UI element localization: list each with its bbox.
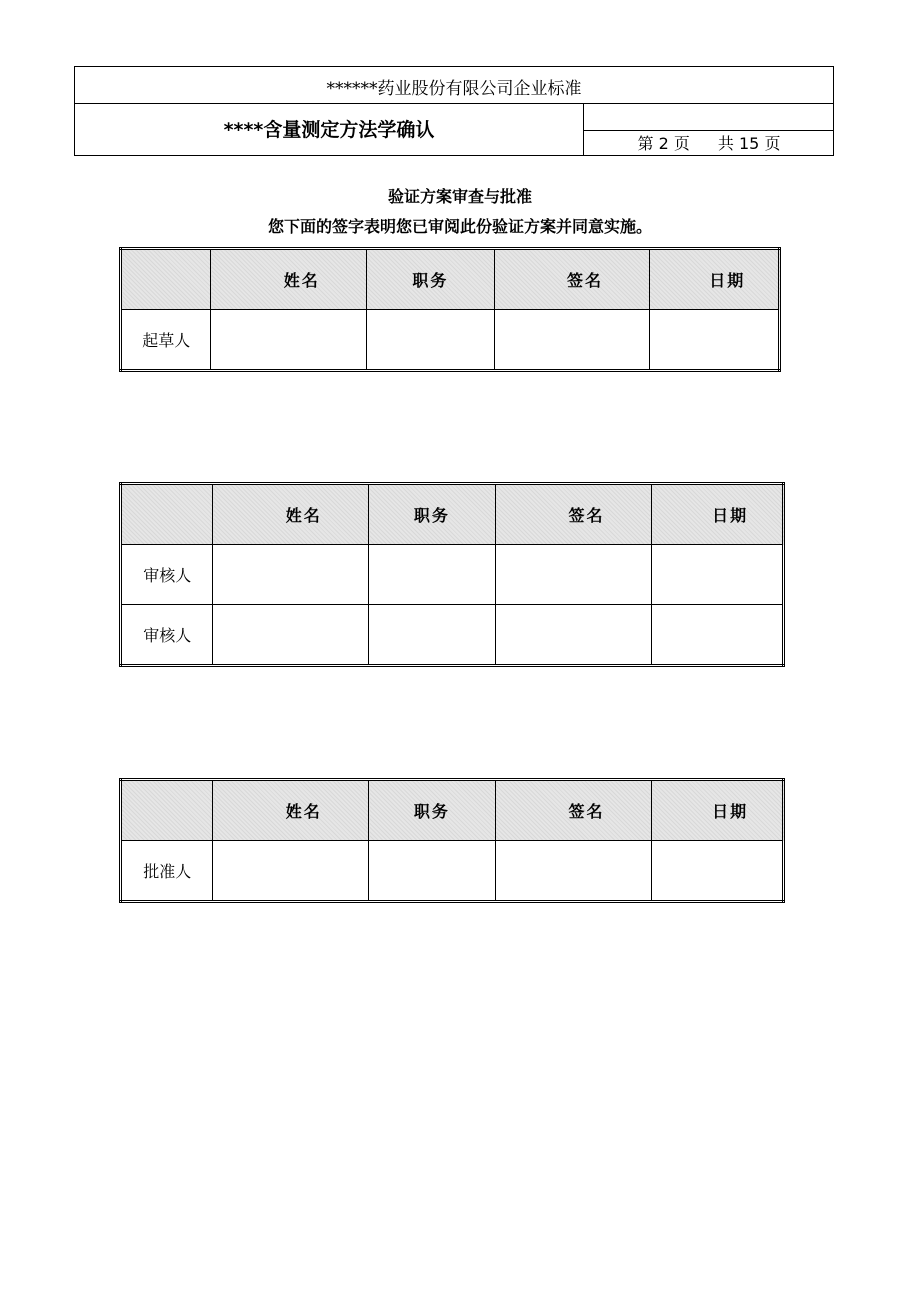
reviewer-table [119, 482, 785, 667]
drafter-table [119, 247, 781, 372]
row-label-drafter: 起草人 [121, 310, 211, 371]
column-date: 日期 [652, 780, 784, 841]
signature-cell[interactable] [494, 310, 650, 371]
table-header-row [121, 484, 784, 545]
column-position: 职务 [369, 484, 496, 545]
company-name: ******药业股份有限公司企业标准 [75, 67, 833, 104]
column-name: 姓名 [211, 249, 367, 310]
column-date: 日期 [650, 249, 780, 310]
column-signature: 签名 [495, 780, 652, 841]
name-cell[interactable] [211, 310, 367, 371]
position-cell[interactable] [369, 545, 496, 605]
page-info [584, 131, 834, 156]
header-blank-cell [584, 104, 834, 131]
header-blank [121, 780, 213, 841]
section-heading: 验证方案审查与批准 [387, 187, 532, 206]
document-title: ****含量测定方法学确认 [75, 104, 584, 156]
row-label-reviewer: 审核人 [121, 605, 213, 666]
column-date: 日期 [652, 484, 784, 545]
position-cell[interactable] [369, 841, 496, 902]
row-label-approver: 批准人 [121, 841, 213, 902]
section-statement: 您下面的签字表明您已审阅此份验证方案并同意实施。 [267, 217, 652, 236]
signature-cell[interactable] [495, 545, 652, 605]
position-cell[interactable] [369, 605, 496, 666]
table-row [121, 605, 784, 666]
date-cell[interactable] [652, 841, 784, 902]
header-blank [121, 249, 211, 310]
table-header-row [121, 249, 780, 310]
position-cell[interactable] [367, 310, 495, 371]
header-blank [121, 484, 213, 545]
signature-cell[interactable] [495, 841, 652, 902]
name-cell[interactable] [213, 841, 369, 902]
table-row [121, 310, 780, 371]
date-cell[interactable] [652, 545, 784, 605]
column-name: 姓名 [213, 780, 369, 841]
table-row [121, 545, 784, 605]
page-current: 第 2 页 [637, 134, 690, 153]
date-cell[interactable] [650, 310, 780, 371]
column-signature: 签名 [495, 484, 652, 545]
signature-cell[interactable] [495, 605, 652, 666]
approver-table [119, 778, 785, 903]
name-cell[interactable] [213, 545, 369, 605]
row-label-reviewer: 审核人 [121, 545, 213, 605]
page-total: 共 15 页 [717, 134, 781, 153]
column-name: 姓名 [213, 484, 369, 545]
name-cell[interactable] [213, 605, 369, 666]
document-header [74, 66, 834, 156]
column-position: 职务 [367, 249, 495, 310]
column-position: 职务 [369, 780, 496, 841]
table-header-row [121, 780, 784, 841]
table-row [121, 841, 784, 902]
date-cell[interactable] [652, 605, 784, 666]
column-signature: 签名 [494, 249, 650, 310]
